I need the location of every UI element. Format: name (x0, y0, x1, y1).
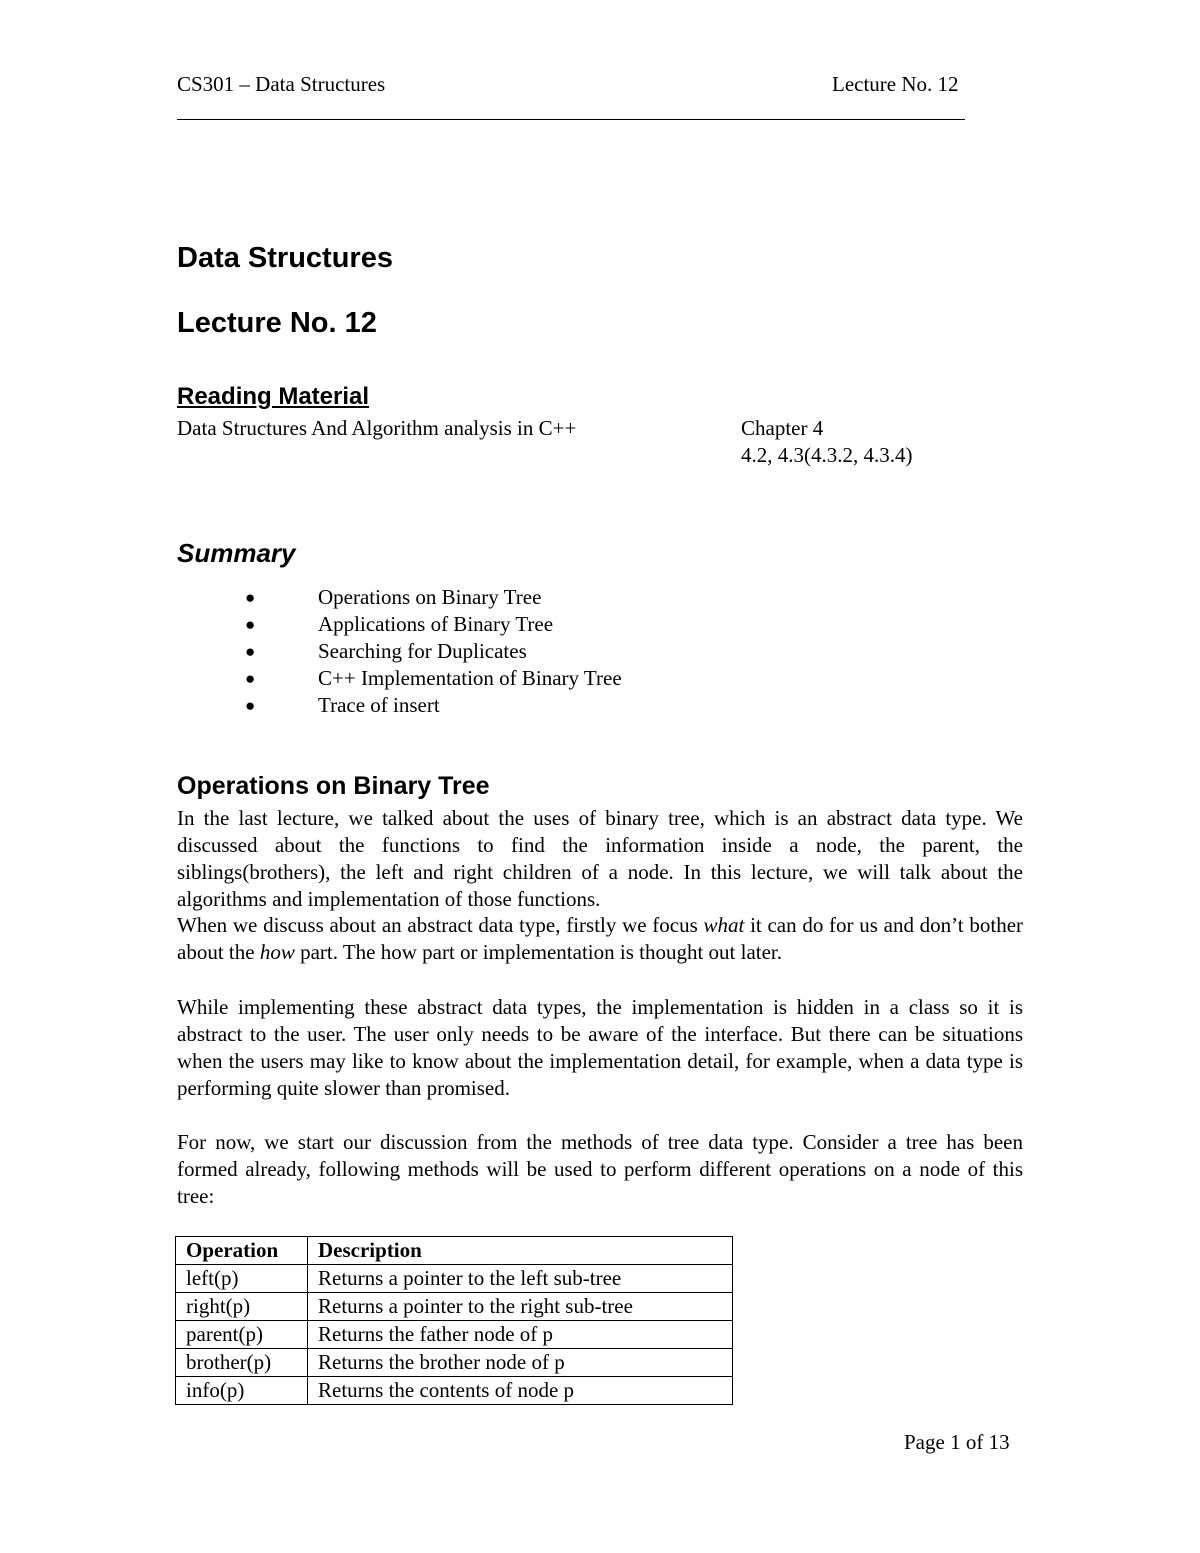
operation-cell: info(p) (176, 1377, 308, 1405)
table-row (176, 1377, 733, 1405)
table-row (176, 1349, 733, 1377)
bullet-icon: ● (245, 588, 256, 607)
column-header-operation: Operation (176, 1237, 308, 1265)
section-heading: Operations on Binary Tree (177, 772, 490, 800)
operation-cell: right(p) (176, 1293, 308, 1321)
document-title: Data Structures (177, 242, 393, 274)
paragraph-methods: For now, we start our discussion from the methods of tree data type. Consider a tree has been formed already, following methods will be used to perform different operations on a node of this tree: (177, 1130, 1023, 1208)
header-rule (177, 119, 965, 120)
bullet-icon: ● (245, 615, 256, 634)
bullet-icon: ● (245, 696, 256, 715)
emphasis-how: how (259, 940, 295, 964)
header-lecture: Lecture No. 12 (832, 72, 959, 96)
description-cell: Returns the brother node of p (308, 1349, 733, 1377)
table-row (176, 1293, 733, 1321)
summary-heading: Summary (177, 538, 296, 568)
book-sections: 4.2, 4.3(4.3.2, 4.3.4) (741, 443, 913, 467)
operation-cell: parent(p) (176, 1321, 308, 1349)
emphasis-what: what (703, 913, 745, 937)
reading-material-heading: Reading Material (177, 383, 370, 410)
summary-item-text: Searching for Duplicates (318, 639, 527, 663)
table-row (176, 1265, 733, 1293)
bullet-icon: ● (245, 669, 256, 688)
summary-item-text: C++ Implementation of Binary Tree (318, 666, 622, 690)
table-row (176, 1321, 733, 1349)
paragraph-intro: In the last lecture, we talked about the uses of binary tree, which is an abstract data type. We discussed about the functions to find the information inside a node, the parent, the siblings(brothers), the left and right children of a node. In this lecture, we will talk about the algorithms and implementation of those functions. (177, 806, 1023, 911)
table-header-row (176, 1237, 733, 1265)
page-number: Page 1 of 13 (904, 1430, 1010, 1454)
book-chapter: Chapter 4 (741, 416, 824, 440)
book-title: Data Structures And Algorithm analysis in C++ (177, 416, 577, 440)
summary-item-text: Applications of Binary Tree (318, 612, 554, 636)
column-header-description: Description (308, 1237, 733, 1265)
paragraph-text: it can do for us and don’t bother about the (177, 913, 1024, 964)
description-cell: Returns the contents of node p (308, 1377, 733, 1405)
bullet-icon: ● (245, 642, 256, 661)
operations-table (175, 1236, 733, 1405)
paragraph-text: When we discuss about an abstract data type, firstly we focus (177, 913, 704, 937)
paragraph-implementation: While implementing these abstract data types, the implementation is hidden in a class so it is abstract to the user. The user only needs to be aware of the interface. But there can be situations when the users may like to know about the implementation detail, for example, when a data type is performing quite slower than promised. (177, 995, 1023, 1100)
summary-item-text: Operations on Binary Tree (318, 585, 542, 609)
paragraph-text: part. The how part or implementation is thought out later. (294, 940, 783, 964)
lecture-title: Lecture No. 12 (177, 307, 377, 339)
description-cell: Returns the father node of p (308, 1321, 733, 1349)
summary-item-text: Trace of insert (318, 693, 440, 717)
description-cell: Returns a pointer to the right sub-tree (308, 1293, 733, 1321)
description-cell: Returns a pointer to the left sub-tree (308, 1265, 733, 1293)
operation-cell: left(p) (176, 1265, 308, 1293)
header-course: CS301 – Data Structures (177, 72, 386, 96)
operation-cell: brother(p) (176, 1349, 308, 1377)
paragraph-adt (177, 912, 1023, 966)
